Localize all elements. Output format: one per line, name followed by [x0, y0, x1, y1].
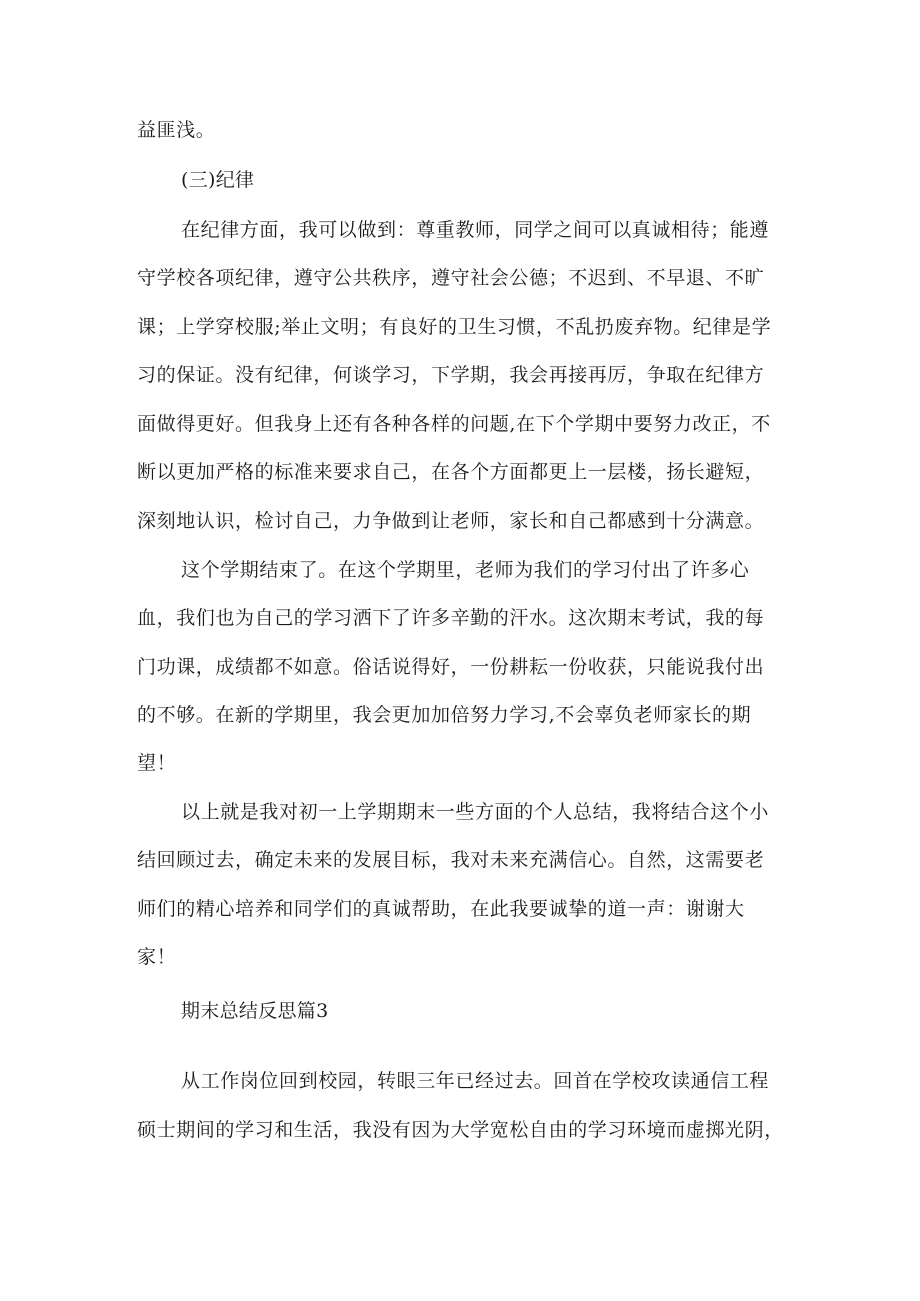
paragraph-line: 守学校各项纪律，遵守公共秩序，遵守社会公德；不迟到、不早退、不旷	[137, 267, 765, 289]
section-heading-part3: 期末总结反思篇3	[181, 1000, 329, 1022]
section-heading-discipline: (三)纪律	[181, 169, 255, 191]
paragraph-line: 在纪律方面，我可以做到：尊重教师，同学之间可以真诚相待；能遵	[181, 219, 770, 241]
paragraph-line: 面做得更好。但我身上还有各种各样的问题,在下个学期中要努力改正，不	[137, 413, 771, 435]
paragraph-line: 家！	[137, 946, 177, 968]
text-line: 益匪浅。	[137, 119, 216, 141]
paragraph-line: 以上就是我对初一上学期期末一些方面的个人总结，我将结合这个小	[181, 801, 770, 823]
paragraph-line: 门功课，成绩都不如意。俗话说得好，一份耕耘一份收获，只能说我付出	[137, 656, 765, 678]
paragraph-line: 硕士期间的学习和生活，我没有因为大学宽松自由的学习环境而虚掷光阴，	[137, 1119, 784, 1141]
paragraph-line: 从工作岗位回到校园，转眼三年已经过去。回首在学校攻读通信工程	[181, 1070, 770, 1092]
paragraph-line: 结回顾过去，确定未来的发展目标，我对未来充满信心。自然，这需要老	[137, 849, 765, 871]
paragraph-line: 课；上学穿校服;举止文明；有良好的卫生习惯，不乱扔废弃物。纪律是学	[137, 316, 772, 338]
paragraph-line: 这个学期结束了。在这个学期里，老师为我们的学习付出了许多心	[181, 559, 750, 581]
paragraph-line: 深刻地认识，检讨自己，力争做到让老师，家长和自己都感到十分满意。	[137, 510, 765, 532]
paragraph-line: 断以更加严格的标准来要求自己，在各个方面都更上一层楼，扬长避短，	[137, 461, 765, 483]
paragraph-line: 的不够。在新的学期里，我会更加加倍努力学习,不会辜负老师家长的期	[137, 704, 752, 726]
paragraph-line: 习的保证。没有纪律，何谈学习，下学期，我会再接再厉，争取在纪律方	[137, 364, 765, 386]
paragraph-line: 血，我们也为自己的学习洒下了许多辛勤的汗水。这次期末考试，我的每	[137, 607, 765, 629]
paragraph-line: 望！	[137, 752, 177, 774]
paragraph-line: 师们的精心培养和同学们的真诚帮助，在此我要诚挚的道一声：谢谢大	[137, 898, 745, 920]
